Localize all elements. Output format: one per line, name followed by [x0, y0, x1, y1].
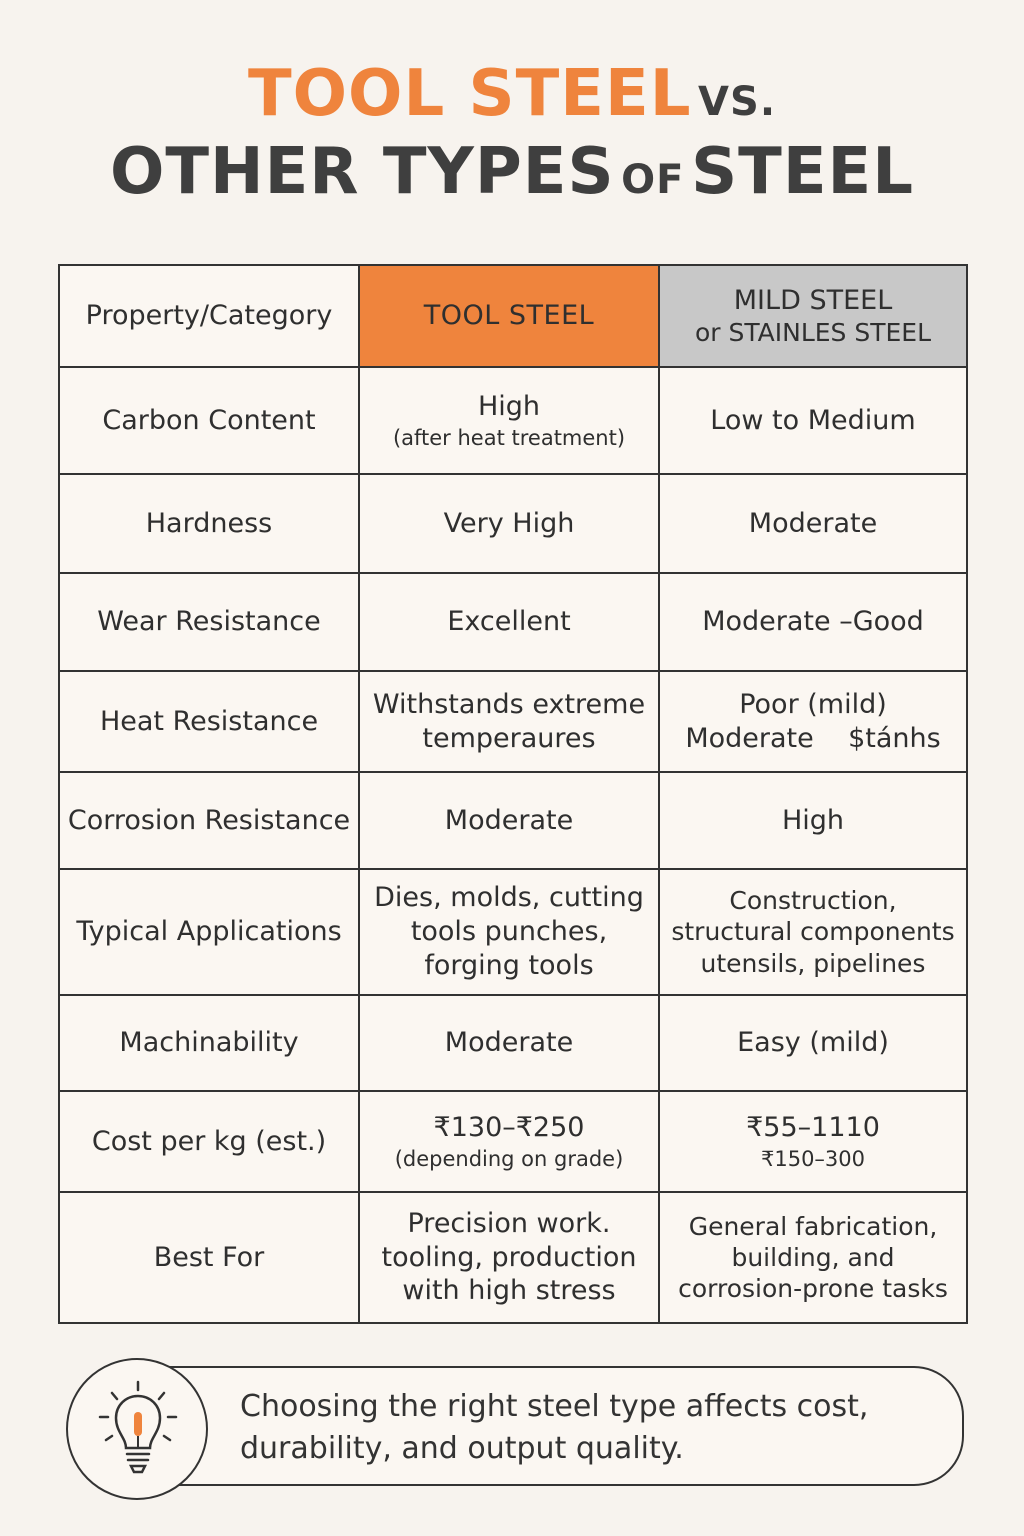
table-row — [59, 367, 967, 474]
cell-value: Poor (mild) — [739, 688, 887, 720]
table-row — [59, 474, 967, 573]
cell-value: ₹130–₹250 — [433, 1111, 585, 1143]
title-of: OF — [621, 157, 685, 203]
title-steel: STEEL — [691, 135, 915, 209]
cell-tool-steel: Moderate — [359, 995, 659, 1091]
title-other-types: OTHER TYPES — [109, 135, 615, 209]
table-row — [59, 671, 967, 772]
cell-property: Heat Resistance — [59, 671, 359, 772]
callout-text: Choosing the right steel type affects cost, durability, and output quality. — [240, 1389, 869, 1466]
cell-tool-steel: Withstands extreme temperaures — [359, 671, 659, 772]
cell-tool-steel: Precision work. tooling, production with high stress — [359, 1192, 659, 1323]
table-header-row — [59, 265, 967, 367]
callout-box — [100, 1366, 964, 1486]
header-mild-line1: MILD STEEL — [733, 284, 893, 316]
page-title — [0, 57, 1024, 209]
cell-tool-steel — [359, 367, 659, 474]
table-row — [59, 995, 967, 1091]
cell-mild-steel: General fabrication, building, and corrosion-prone tasks — [659, 1192, 967, 1323]
cell-tool-steel — [359, 1091, 659, 1192]
title-line-1 — [0, 57, 1024, 140]
title-vs: VS. — [698, 79, 777, 125]
cell-tool-steel: Dies, molds, cutting tools punches, forging tools — [359, 869, 659, 995]
cell-tool-steel: Excellent — [359, 573, 659, 671]
cell-property: Hardness — [59, 474, 359, 573]
comparison-table — [58, 264, 968, 1324]
header-property: Property/Category — [59, 265, 359, 367]
cell-mild-steel — [659, 671, 967, 772]
table-row — [59, 772, 967, 869]
cell-property: Carbon Content — [59, 367, 359, 474]
header-mild-line2: or STAINLES STEEL — [694, 318, 932, 348]
lightbulb-badge — [66, 1358, 208, 1500]
table-row — [59, 1192, 967, 1323]
cell-tool-steel: Very High — [359, 474, 659, 573]
cell-value: ₹55–1110 — [746, 1111, 880, 1143]
cell-mild-steel: Low to Medium — [659, 367, 967, 474]
cell-mild-steel: Construction, structural components utensils, pipelines — [659, 869, 967, 995]
title-tool-steel: TOOL STEEL — [247, 57, 692, 131]
cell-property: Typical Applications — [59, 869, 359, 995]
cell-tool-steel: Moderate — [359, 772, 659, 869]
lightbulb-icon — [68, 1360, 208, 1500]
table-row — [59, 1091, 967, 1192]
cell-note: ₹150–300 — [760, 1147, 866, 1172]
cell-property: Best For — [59, 1192, 359, 1323]
cell-property: Wear Resistance — [59, 573, 359, 671]
cell-mild-steel: Moderate –Good — [659, 573, 967, 671]
header-mild-steel — [659, 265, 967, 367]
cell-mild-steel — [659, 1091, 967, 1192]
cell-property: Corrosion Resistance — [59, 772, 359, 869]
cell-mild-steel: High — [659, 772, 967, 869]
cell-value: High — [477, 390, 541, 422]
cell-mild-steel: Easy (mild) — [659, 995, 967, 1091]
cell-mild-steel: Moderate — [659, 474, 967, 573]
title-line-2 — [0, 135, 1024, 209]
cell-note: (after heat treatment) — [392, 426, 626, 451]
cell-value-line2: Moderate $tánhs — [685, 722, 941, 754]
table-row — [59, 869, 967, 995]
table-row — [59, 573, 967, 671]
cell-property: Cost per kg (est.) — [59, 1091, 359, 1192]
cell-note: (depending on grade) — [394, 1147, 624, 1172]
cell-property: Machinability — [59, 995, 359, 1091]
header-tool-steel: TOOL STEEL — [359, 265, 659, 367]
